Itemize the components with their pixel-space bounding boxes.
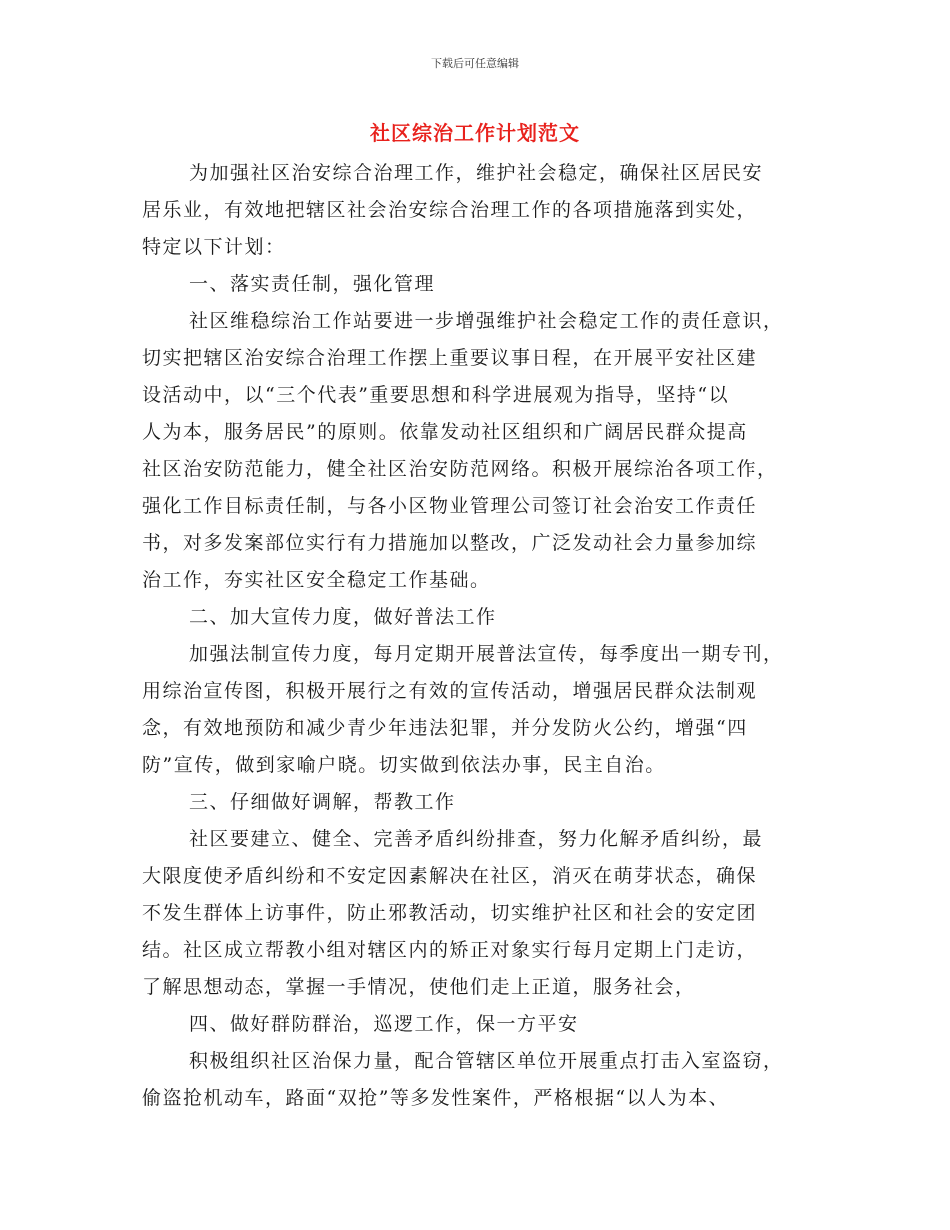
body-line: 一、落实责任制，强化管理 <box>189 273 436 295</box>
body-line: 特定以下计划： <box>142 236 286 258</box>
body-line: 设活动中，以“三个代表”重要思想和科学进展观为指导，坚持“以 <box>142 384 730 406</box>
body-line: 偷盗抢机动车，路面“双抢”等多发性案件，严格根据“以人为本、 <box>142 1087 730 1109</box>
body-line: 二、加大宣传力度，做好普法工作 <box>189 606 497 628</box>
body-line: 切实把辖区治安综合治理工作摆上重要议事日程，在开展平安社区建 <box>142 347 758 369</box>
body-line: 人为本，服务居民”的原则。依靠发动社区组织和广阔居民群众提高 <box>142 421 748 443</box>
body-line: 书，对多发案部位实行有力措施加以整改，广泛发动社会力量参加综 <box>142 532 758 554</box>
body-line: 了解思想动态，掌握一手情况，使他们走上正道，服务社会， <box>142 976 696 998</box>
body-line: 不发生群体上访事件，防止邪教活动，切实维护社区和社会的安定团 <box>142 902 758 924</box>
body-line: 三、仔细做好调解，帮教工作 <box>189 791 456 813</box>
body-line: 四、做好群防群治，巡逻工作，保一方平安 <box>189 1013 579 1035</box>
body-line: 强化工作目标责任制，与各小区物业管理公司签订社会治安工作责任 <box>142 495 758 517</box>
body-line: 治工作，夯实社区安全稳定工作基础。 <box>142 569 491 591</box>
body-line: 大限度使矛盾纠纷和不安定因素解决在社区，消灭在萌芽状态，确保 <box>142 865 758 887</box>
body-line: 为加强社区治安综合治理工作，维护社会稳定，确保社区居民安 <box>189 162 764 184</box>
body-line: 居乐业，有效地把辖区社会治安综合治理工作的各项措施落到实处， <box>142 199 758 221</box>
document-body <box>142 155 812 1117</box>
body-line: 结。社区成立帮教小组对辖区内的矫正对象实行每月定期上门走访， <box>142 939 758 961</box>
document-title: 社区综治工作计划范文 <box>370 121 580 145</box>
body-line: 用综治宣传图，积极开展行之有效的宣传活动，增强居民群众法制观 <box>142 680 758 702</box>
body-line: 社区维稳综治工作站要进一步增强维护社会稳定工作的责任意识， <box>189 310 784 332</box>
body-line: 积极组织社区治保力量，配合管辖区单位开展重点打击入室盗窃， <box>189 1050 784 1072</box>
header-note: 下载后可任意编辑 <box>431 57 519 70</box>
body-line: 社区治安防范能力，健全社区治安防范网络。积极开展综治各项工作， <box>142 458 778 480</box>
body-line: 念，有效地预防和减少青少年违法犯罪，并分发防火公约，增强“四 <box>142 717 748 739</box>
body-line: 防”宣传，做到家喻户晓。切实做到依法办事，民主自治。 <box>142 754 666 776</box>
body-line: 加强法制宣传力度，每月定期开展普法宣传，每季度出一期专刊， <box>189 643 784 665</box>
body-line: 社区要建立、健全、完善矛盾纠纷排查，努力化解矛盾纠纷，最 <box>189 828 764 850</box>
